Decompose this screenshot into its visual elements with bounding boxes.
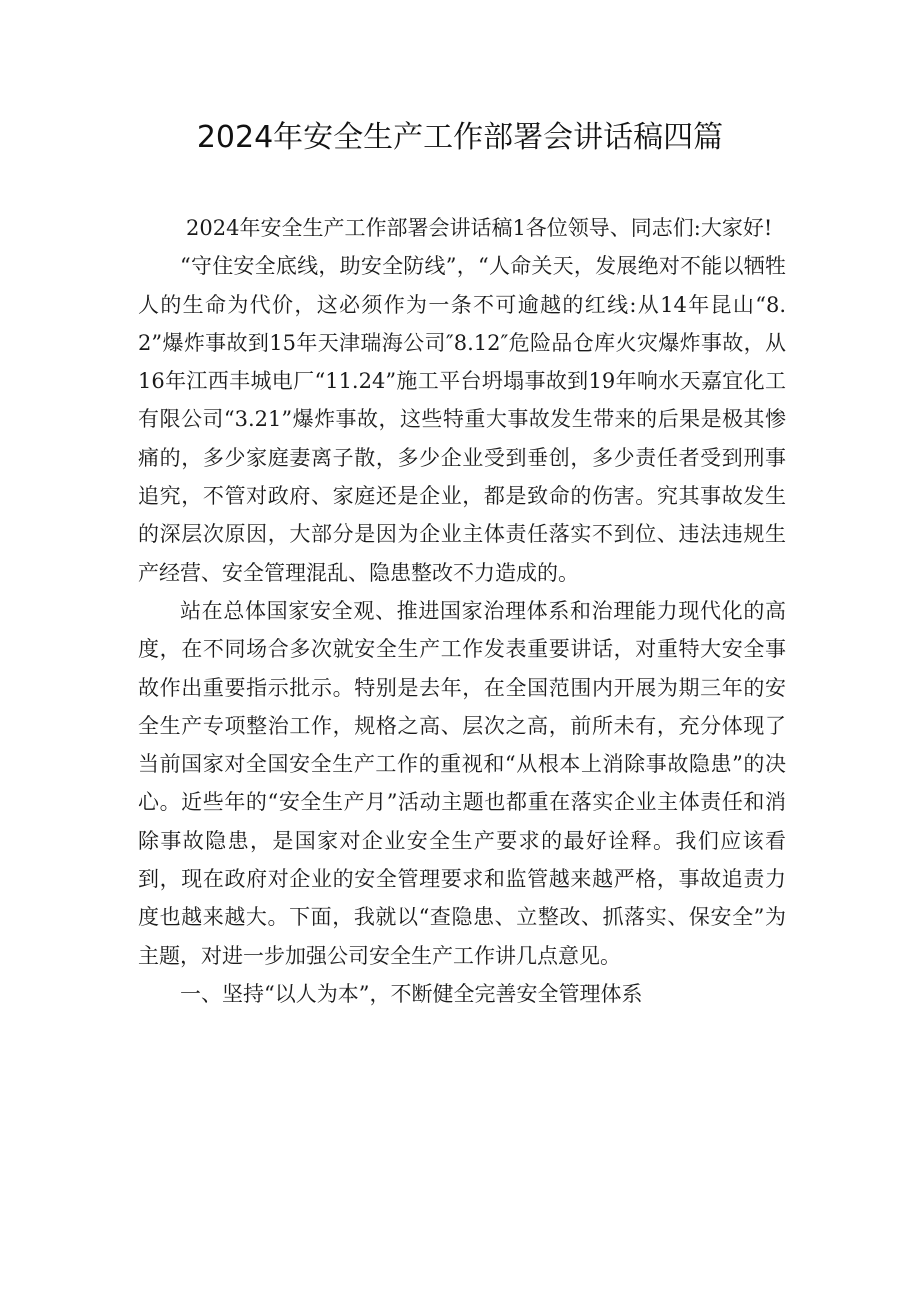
- body-paragraph: “守住安全底线，助安全防线”，“人命关天，发展绝对不能以牺牲人的生命为代价，这必须作为一条不可逾越的红线:从14年昆山“8.2”爆炸事故到15年天津瑞海公司″8.12″危险品仓库火灾爆炸事故，从16年江西丰城电厂“11.24”施工平台坍塌事故到19年响水天嘉宜化工有限公司“3.21”爆炸事故，这些特重大事故发生带来的后果是极其惨痛的，多少家庭妻离子散，多少企业受到垂创，多少责任者受到刑事追究，不管对政府、家庭还是企业，都是致命的伤害。究其事故发生的深层次原因，大部分是因为企业主体责任落实不到位、违法违规生产经营、安全管理混乱、隐患整改不力造成的。: [138, 254, 786, 585]
- document-body: [138, 209, 786, 1013]
- document-title: 2024年安全生产工作部署会讲话稿四篇: [196, 120, 724, 155]
- opening-paragraph: 2024年安全生产工作部署会讲话稿1各位领导、同志们:大家好!: [186, 216, 773, 240]
- body-paragraph: 站在总体国家安全观、推进国家治理体系和治理能力现代化的高度，在不同场合多次就安全生产工作发表重要讲话，对重特大安全事故作出重要指示批示。特别是去年，在全国范围内开展为期三年的安全生产专项整治工作，规格之高、层次之高，前所未有，充分体现了当前国家对全国安全生产工作的重视和“从根本上消除事故隐患”的决心。近些年的“安全生产月”活动主题也都重在落实企业主体责任和消除事故隐患，是国家对企业安全生产要求的最好诠释。我们应该看到，现在政府对企业的安全管理要求和监管越来越严格，事故追责力度也越来越大。下面，我就以“查隐患、立整改、抓落实、保安全”为主题，对进一步加强公司安全生产工作讲几点意见。: [138, 598, 786, 968]
- section-heading: 一、坚持“以人为本”，不断健全完善安全管理体系: [180, 981, 643, 1006]
